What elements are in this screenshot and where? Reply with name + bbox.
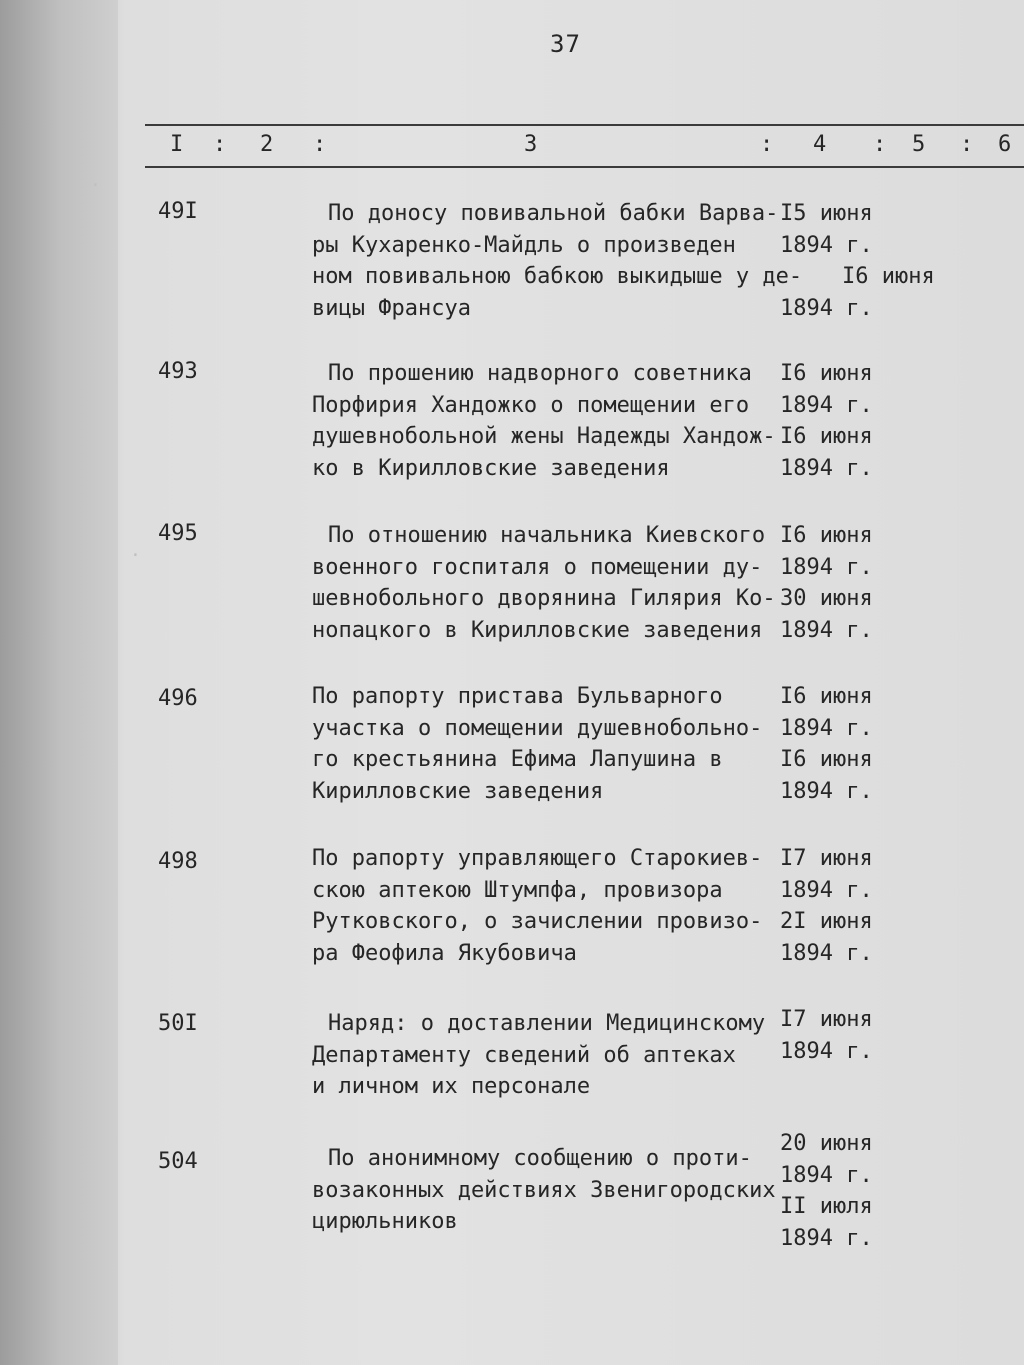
entry-text-line: По анонимному сообщению о проти-: [328, 1146, 752, 1171]
entry-text-line: Порфирия Хандожко о помещении его: [312, 392, 750, 418]
entry-date-line: 1894 г.: [780, 455, 873, 481]
entry-date-line: 20 июня: [780, 1131, 873, 1156]
entry-date-line: I6 июня: [780, 361, 873, 386]
entry-text-line: ко в Кирилловские заведения: [312, 455, 670, 481]
entry-text-line: По рапорту управляющего Старокиев-: [312, 846, 763, 871]
entry-date-line: 1894 г.: [780, 1162, 873, 1188]
entry-text-line: Рутковского, о зачислении провизо-: [312, 909, 763, 934]
entry-text-line: Кирилловские заведения: [312, 778, 604, 804]
column-separator: :: [213, 132, 227, 157]
entry-date-line: 1894 г.: [780, 877, 873, 903]
entry-text-line: участка о помещении душевнобольно-: [312, 715, 763, 741]
entry-number: 50I: [158, 1011, 198, 1036]
entry-text-line: По доносу повивальной бабки Варва-: [328, 201, 779, 226]
column-header-5: 5: [912, 132, 926, 157]
bleed-through-mark: ·: [90, 175, 101, 196]
entry-date-line: I5 июня: [780, 201, 873, 226]
entry-description: [312, 1008, 765, 1103]
entry-date-line: 1894 г.: [780, 232, 873, 258]
entry-dates: [780, 198, 935, 324]
entry-dates: [780, 1004, 873, 1067]
entry-date-line: 1894 г.: [780, 778, 873, 804]
entry-text-line: шевнобольного дворянина Гилярия Ко-: [312, 586, 776, 611]
entry-date-line: I7 июня: [780, 846, 873, 871]
entry-description: [312, 198, 802, 324]
entry-number: 498: [158, 849, 198, 874]
entry-date-line: I6 июня: [780, 424, 873, 449]
entry-dates: [780, 358, 873, 484]
entry-text-line: Наряд: о доставлении Медицинскому: [328, 1011, 766, 1036]
entry-number: 495: [158, 521, 198, 546]
entry-text-line: Департаменту сведений об аптеках: [312, 1042, 736, 1068]
adjacent-page-edge: [0, 0, 118, 1365]
entry-text-line: ном повивальною бабкою выкидыше у де-: [312, 264, 803, 289]
header-bottom-rule: [145, 166, 1024, 168]
entry-text-line: цирюльников: [312, 1209, 458, 1234]
entry-number: 493: [158, 359, 198, 384]
entry-dates: [780, 1128, 873, 1254]
entry-description: [312, 358, 776, 484]
entry-number: 49I: [158, 199, 198, 224]
column-separator: :: [960, 132, 974, 157]
entry-dates: [780, 681, 873, 807]
column-header-2: 2: [260, 132, 274, 157]
entry-number: 504: [158, 1149, 198, 1174]
entry-text-line: ра Феофила Якубовича: [312, 940, 577, 966]
page-number: 37: [550, 30, 581, 58]
entry-date-line: 1894 г.: [780, 715, 873, 741]
column-separator: :: [760, 132, 774, 157]
entry-text-line: нопацкого в Кирилловские заведения: [312, 617, 763, 643]
column-header-1: I: [170, 132, 184, 157]
entry-description: [312, 1143, 776, 1238]
entry-text-line: го крестьянина Ефима Лапушина в: [312, 747, 723, 772]
entry-text-line: душевнобольной жены Надежды Хандож-: [312, 424, 776, 449]
entry-date-line: 1894 г.: [780, 1038, 873, 1064]
column-header-3: 3: [524, 132, 538, 157]
entry-date-line: I6 июня: [780, 747, 873, 772]
column-header-4: 4: [813, 132, 827, 157]
entry-dates: [780, 520, 873, 646]
bleed-through-mark: ·: [130, 545, 141, 566]
column-separator: :: [873, 132, 887, 157]
entry-date-line: 1894 г.: [780, 940, 873, 966]
column-separator: :: [313, 132, 327, 157]
column-header-6: 6: [998, 132, 1012, 157]
entry-text-line: По рапорту пристава Бульварного: [312, 684, 723, 709]
entry-date-line: 30 июня: [780, 586, 873, 611]
entry-description: [312, 843, 762, 969]
entry-date-line: 2I июня: [780, 909, 873, 934]
entry-text-line: ры Кухаренко-Майдль о произведен: [312, 232, 736, 258]
entry-date-line: I6 июня: [780, 684, 873, 709]
entry-text-line: и личном их персонале: [312, 1074, 591, 1099]
entry-text-line: военного госпиталя о помещении ду-: [312, 554, 763, 580]
entry-date-line: II июля: [780, 1194, 873, 1219]
entry-text-line: возаконных действиях Звенигородских: [312, 1177, 776, 1203]
entry-date-line: 1894 г.: [780, 295, 873, 321]
entry-date-line: I6 июня: [780, 523, 873, 548]
entry-date-line: 1894 г.: [780, 1225, 873, 1251]
entry-text-line: скою аптекою Штумпфа, провизора: [312, 877, 723, 903]
entry-date-line: I7 июня: [780, 1007, 873, 1032]
entry-date-line: 1894 г.: [780, 392, 873, 418]
entry-dates: [780, 843, 873, 969]
entry-text-line: По прошению надворного советника: [328, 361, 752, 386]
entry-date-line: 1894 г.: [780, 617, 873, 643]
entry-text-line: По отношению начальника Киевского: [328, 523, 766, 548]
entry-text-line: вицы Франсуа: [312, 295, 471, 321]
header-top-rule: [145, 124, 1024, 126]
entry-date-line: 1894 г.: [780, 554, 873, 580]
entry-description: [312, 681, 762, 807]
entry-description: [312, 520, 776, 646]
entry-date-line: I6 июня: [842, 264, 935, 289]
entry-number: 496: [158, 686, 198, 711]
